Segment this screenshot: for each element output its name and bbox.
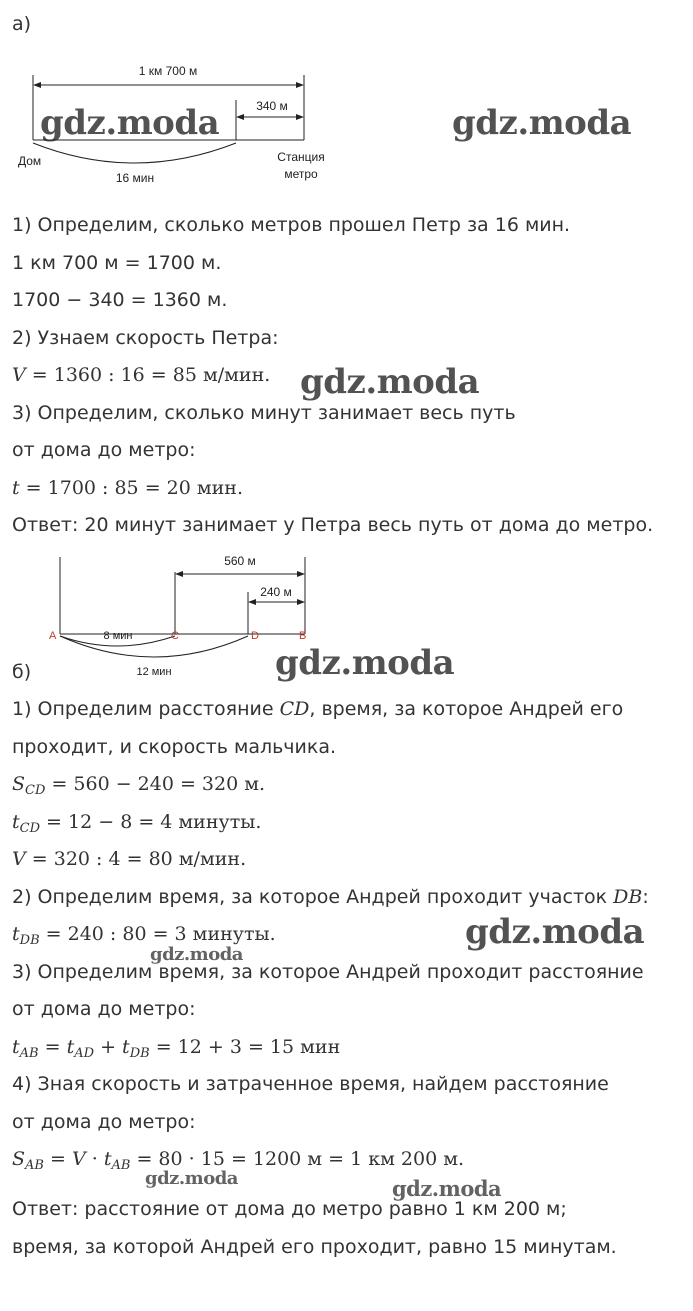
part-b-label: б) bbox=[12, 661, 32, 683]
watermark-logo: gdz.moda bbox=[40, 103, 220, 143]
b-line-8: 3) Определим время, за которое Андрей проходит расстояние bbox=[12, 961, 644, 983]
b-line-9: от дома до метро: bbox=[12, 998, 196, 1020]
point-b: B bbox=[299, 630, 307, 642]
b-line-1: 1) Определим расстояние CD, время, за которое Андрей его bbox=[12, 698, 624, 720]
a-line-9: Ответ: 20 минут занимает у Петра весь путь от дома до метро. bbox=[12, 514, 654, 536]
point-d: D bbox=[251, 630, 259, 642]
label-total: 1 км 700 м bbox=[138, 64, 198, 78]
b-line-2: проходит, и скорость мальчика. bbox=[12, 736, 337, 758]
b-line-13: $S_{AB} = V \cdot t_{AB} = 80 \cdot 15 = 1200$ м = 1 км 200 м. bbox=[12, 1148, 465, 1173]
watermark-logo: gdz.moda bbox=[452, 103, 632, 143]
b-line-10: $t_{AB} = t_{AD} + t_{DB} = 12 + 3 = 15$ мин bbox=[12, 1036, 341, 1061]
label-home: Дом bbox=[18, 154, 42, 168]
label-remaining: 340 м bbox=[256, 99, 288, 113]
watermark-logo: gdz.moda bbox=[300, 362, 480, 402]
a-line-5: V = 1360 : 16 = 85 м/мин. bbox=[12, 364, 271, 386]
label-ad-time: 12 мин bbox=[136, 666, 172, 678]
label-station-2: метро bbox=[284, 167, 318, 181]
point-a: A bbox=[49, 630, 57, 642]
b-line-3: $S_{CD} = 560 - 240 = 320$ м. bbox=[12, 773, 266, 798]
b-line-12: от дома до метро: bbox=[12, 1111, 196, 1133]
watermark-logo: gdz.moda bbox=[275, 643, 455, 683]
watermark-logo: gdz.moda bbox=[145, 1168, 238, 1189]
b-line-5: V = 320 : 4 = 80 м/мин. bbox=[12, 848, 247, 870]
point-c: C bbox=[171, 630, 179, 642]
watermark-logo: gdz.moda bbox=[392, 1176, 502, 1201]
watermark-logo: gdz.moda bbox=[465, 912, 645, 952]
b-line-14: Ответ: расстояние от дома до метро равно 1 км 200 м; bbox=[12, 1198, 567, 1220]
label-time: 16 мин bbox=[115, 171, 155, 185]
label-db: 240 м bbox=[260, 585, 292, 599]
arc-ad bbox=[60, 636, 248, 657]
arc-time bbox=[33, 143, 236, 163]
label-ac-time: 8 мин bbox=[103, 630, 133, 642]
a-line-7: от дома до метро: bbox=[12, 439, 196, 461]
b-line-11: 4) Зная скорость и затраченное время, найдем расстояние bbox=[12, 1073, 609, 1095]
a-line-2: 1 км 700 м = 1700 м. bbox=[12, 252, 222, 274]
b-line-15: время, за которой Андрей его проходит, равно 15 минутам. bbox=[12, 1236, 617, 1258]
part-a-label: а) bbox=[12, 13, 32, 35]
a-line-4: 2) Узнаем скорость Петра: bbox=[12, 327, 279, 349]
a-line-1: 1) Определим, сколько метров прошел Петр за 16 мин. bbox=[12, 214, 571, 236]
label-station-1: Станция bbox=[277, 150, 325, 164]
a-line-6: 3) Определим, сколько минут занимает весь путь bbox=[12, 402, 516, 424]
label-cb: 560 м bbox=[224, 554, 256, 568]
a-line-8: t = 1700 : 85 = 20 мин. bbox=[12, 477, 244, 499]
a-line-3: 1700 − 340 = 1360 м. bbox=[12, 289, 228, 311]
watermark-logo: gdz.moda bbox=[150, 944, 243, 965]
b-line-7: $t_{DB} = 240$ : 80 = 3 минуты. bbox=[12, 923, 276, 948]
b-line-4: $t_{CD} = 12 - 8 = 4$ минуты. bbox=[12, 811, 262, 836]
b-line-6: 2) Определим время, за которое Андрей проходит участок DB: bbox=[12, 886, 649, 908]
